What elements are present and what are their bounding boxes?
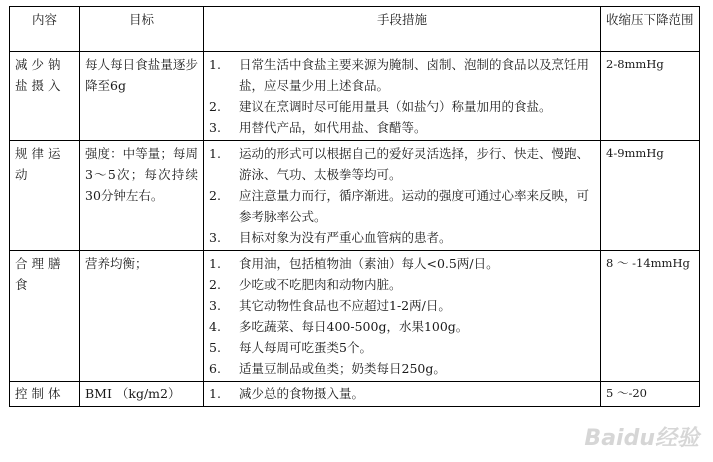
measure-item: 1. 日常生活中食盐主要来源为腌制、卤制、泡制的食品以及烹饪用盐，应尽量少用上述食品。 xyxy=(209,57,590,93)
measure-item: 2. 建议在烹调时尽可能用量具（如盐勺）称量加用的食盐。 xyxy=(209,99,552,114)
row-measures xyxy=(204,382,601,407)
row-goal: 每人每日食盐量逐步降至6g xyxy=(80,52,204,141)
table-row xyxy=(10,382,700,407)
baidu-jingyan-watermark: Baidu经验 xyxy=(584,426,699,451)
measure-item: 3. 用替代产品，如代用盐、食醋等。 xyxy=(209,120,427,135)
hypertension-lifestyle-table xyxy=(9,6,700,407)
row-range: 2-8mmHg xyxy=(601,52,700,141)
table-row xyxy=(10,52,700,141)
measure-item: 3. 目标对象为没有严重心血管病的患者。 xyxy=(209,230,452,245)
measure-item: 1. 运动的形式可以根据自己的爱好灵活选择，步行、快走、慢跑、游泳、气功、太极拳等均可。 xyxy=(209,146,590,182)
measure-item: 1. 减少总的食物摄入量。 xyxy=(209,386,365,401)
table-header-row xyxy=(10,7,700,52)
row-goal: BMI （kg/m2） xyxy=(80,382,204,407)
header-measures: 手段措施 xyxy=(204,7,601,52)
measure-item: 4. 多吃蔬菜、每日400-500g，水果100g。 xyxy=(209,319,469,334)
header-goal: 目标 xyxy=(80,7,204,52)
row-category: 减少钠盐摄入 xyxy=(10,52,80,141)
row-measures xyxy=(204,251,601,382)
row-range: 8 ～ -14mmHg xyxy=(601,251,700,382)
header-range: 收缩压下降范围 xyxy=(601,7,700,52)
header-content: 内容 xyxy=(10,7,80,52)
row-category: 规律运动 xyxy=(10,141,80,251)
row-category: 控制体 xyxy=(10,382,80,407)
table-row xyxy=(10,251,700,382)
row-goal: 营养均衡； xyxy=(80,251,204,382)
measure-item: 2. 少吃或不吃肥肉和动物内脏。 xyxy=(209,277,402,292)
measure-item: 1. 食用油，包括植物油（素油）每人<0.5两/日。 xyxy=(209,256,499,271)
measure-item: 2. 应注意量力而行，循序渐进。运动的强度可通过心率来反映，可参考脉率公式。 xyxy=(209,188,590,224)
measure-item: 6. 适量豆制品或鱼类；奶类每日250g。 xyxy=(209,361,446,376)
measure-item: 3. 其它动物性食品也不应超过1-2两/日。 xyxy=(209,298,451,313)
row-range: 5 ～-20 xyxy=(601,382,700,407)
row-range: 4-9mmHg xyxy=(601,141,700,251)
row-measures xyxy=(204,141,601,251)
measure-item: 5. 每人每周可吃蛋类5个。 xyxy=(209,340,372,355)
row-category: 合理膳食 xyxy=(10,251,80,382)
row-goal: 强度：中等量；每周3～5次；每次持续30分钟左右。 xyxy=(80,141,204,251)
row-measures xyxy=(204,52,601,141)
table-row xyxy=(10,141,700,251)
